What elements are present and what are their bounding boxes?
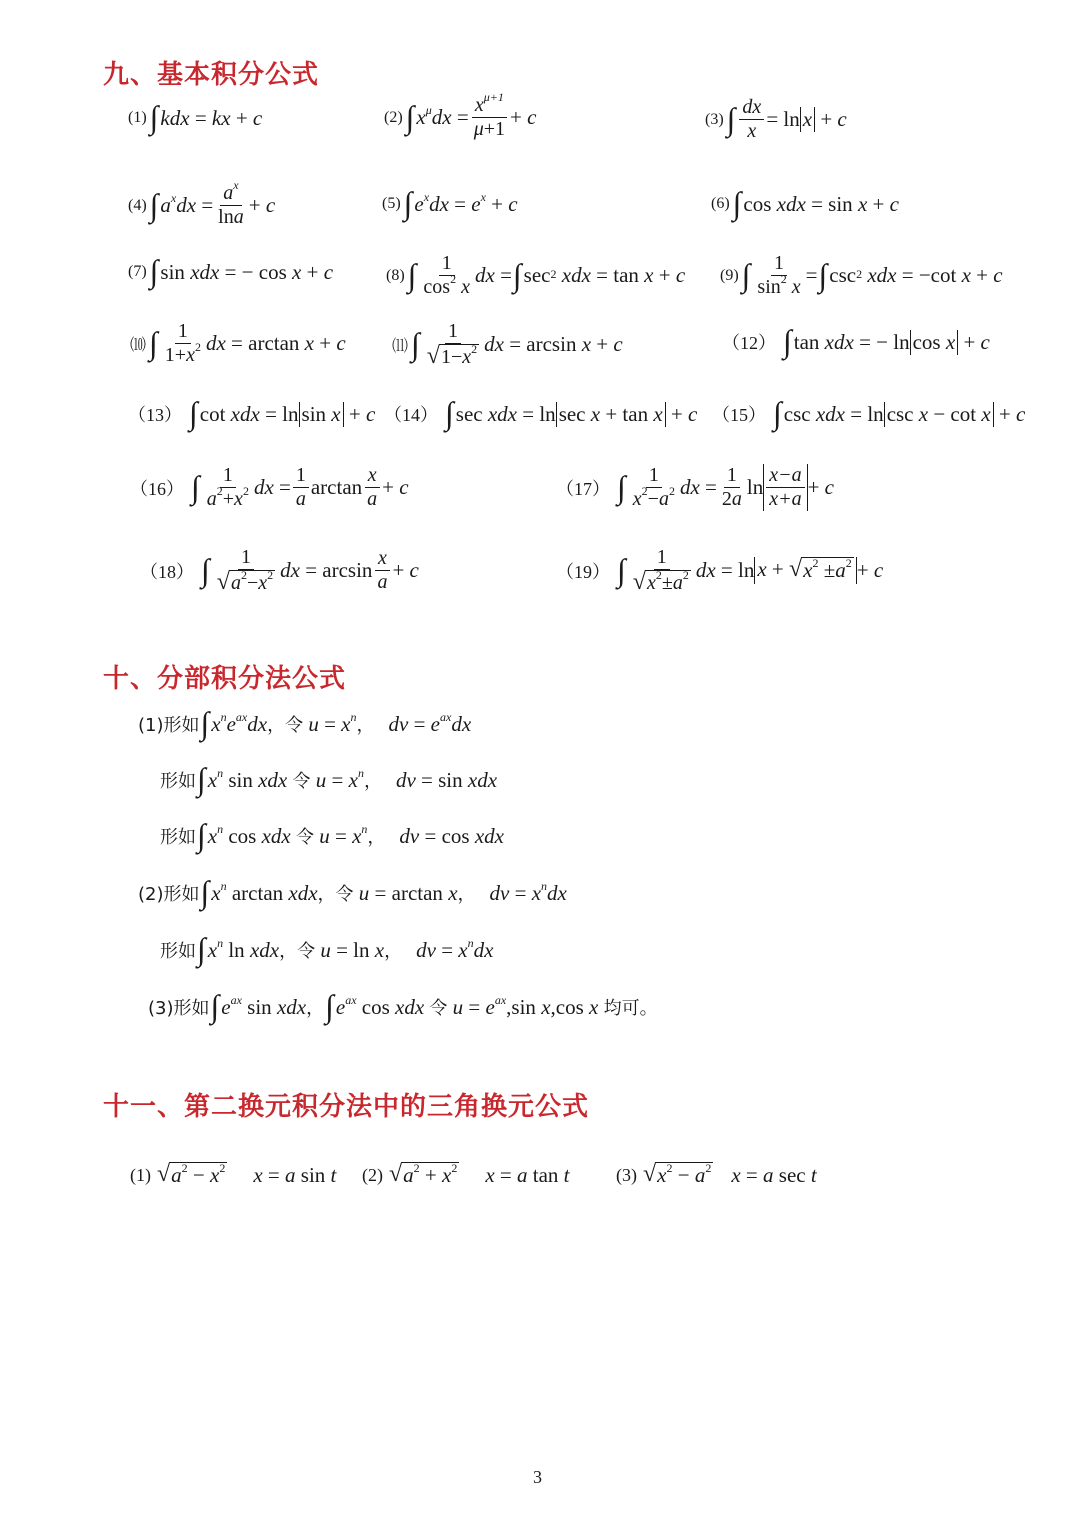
formula-13: （13） ∫ cot xdx = ln sin x + c [128, 395, 376, 431]
formula-12: （12） ∫ tan xdx = − ln cos x + c [722, 323, 990, 359]
comma: ， [306, 998, 325, 1019]
formula-15: （15） ∫ csc xdx = ln csc x − cot x + c [712, 395, 1026, 431]
section-11-title: 十一、第二换元积分法中的三角换元公式 [103, 1092, 590, 1122]
formula-number: (3) [616, 1164, 637, 1185]
formula-number: （19） [556, 561, 610, 582]
formula-9: (9) ∫ $\frac{1}{\sin^2 x}$ = ∫ csc $^2$ xdx = −cot x + c [720, 252, 1003, 298]
parts-formula-2: (2)形如 ∫ $x^n$ arctan xdx ，令 u = arctan x ， dv = $x^ndx$ [138, 874, 567, 910]
formula-number: (1) [130, 1164, 151, 1185]
parts-connector: 令 [292, 771, 311, 792]
trig-formula-3: (3) √ $x^2 - a^2$ x = a sec t [616, 1161, 817, 1187]
formula-1: (1) ∫ kdx = kx + c [128, 99, 263, 135]
section-9-title: 九、基本积分公式 [103, 60, 320, 90]
parts-formula-1: (1)形如 ∫ $x^ne^{ax}dx$ ，令 u = $x^n$ ， dv = $e^{ax}dx$ [138, 705, 472, 741]
formula-16: （16） ∫ $\frac{1}{a^2+x^2}$ dx = $\frac{1}{a}$ arctan $\frac{x}{a}$ + c [130, 464, 409, 510]
formula-number: (3) [705, 110, 724, 128]
formula-5: (5) ∫ $e^xdx$ = $e^x$ + c [382, 185, 518, 221]
section-10-title: 十、分部积分法公式 [103, 664, 347, 694]
parts-label: 形如 [160, 771, 196, 792]
formula-number: (8) [386, 266, 405, 284]
comma: ， [367, 827, 386, 848]
comma: ， [356, 715, 375, 736]
formula-18: （18） ∫ 1 √ $a^2-x^2$ dx = arcsin $\frac{x}{a}$ + c [140, 546, 419, 595]
formula-number: (9) [720, 266, 739, 284]
formula-11: ⑾ ∫ 1 √ $1-x^2$ dx = arcsin x + c [392, 320, 623, 369]
formula-8: (8) ∫ $\frac{1}{\cos^2 x}$ dx = ∫ sec $^2$ xdx = tan x + c [386, 252, 686, 298]
parts-formula-1c: 形如 ∫ $x^n$ cos xdx 令 u = $x^n$ ， dv = cos xdx [160, 817, 504, 853]
formula-number: (4) [128, 196, 147, 214]
parts-end: 均可。 [603, 998, 658, 1019]
formula-number: （18） [140, 561, 194, 582]
trig-formula-2: (2) √ $a^2 + x^2$ x = a tan t [362, 1161, 570, 1187]
comma: ， [457, 884, 476, 905]
formula-17: （17） ∫ $\frac{1}{x^2-a^2}$ dx = $\frac{1}{2a}$ ln $\frac{x-a}{x+a}$ + c [556, 464, 834, 510]
parts-connector: ，令 [267, 715, 304, 736]
formula-number: (2) [384, 108, 403, 126]
formula-number: ⑽ [130, 337, 147, 354]
formula-number: （15） [712, 405, 766, 425]
formula-2: (2) ∫ $x^\mu dx$ = $\frac{x^{\mu+1}}{\mu+1}$ + c [384, 90, 537, 140]
parts-formula-2b: 形如 ∫ $x^n$ ln xdx ，令 u = ln x ， dv = $x^ndx$ [160, 931, 494, 967]
parts-formula-1b: 形如 ∫ $x^n$ sin xdx 令 u = $x^n$ ， dv = sin xdx [160, 761, 498, 797]
parts-formula-3: (3)形如 ∫ $e^{ax}$ sin xdx ， ∫ $e^{ax}$ cos xdx 令 u = $e^{ax}$ ,sin x ,cos x 均可。 [148, 988, 658, 1024]
formula-6: (6) ∫ cos xdx = sin x + c [711, 185, 899, 221]
formula-number: （16） [130, 478, 184, 499]
formula-number: (1) [128, 109, 147, 126]
formula-19: （19） ∫ 1 √ $x^2\pm a^2$ dx = ln x + √ $x^2 \pm a^2$ + c [556, 546, 884, 595]
parts-connector: 令 [296, 827, 314, 848]
parts-label: 形如 [160, 941, 196, 962]
formula-3: (3) ∫ $\frac{dx}{x}$ = ln x + c [705, 96, 847, 142]
formula-number: （17） [556, 478, 610, 499]
parts-label: 形如 [160, 827, 196, 848]
formula-14: （14） ∫ sec xdx = ln sec x + tan x + c [384, 395, 698, 431]
comma: ， [384, 941, 403, 962]
parts-connector: 令 [429, 998, 448, 1019]
parts-label: (3)形如 [148, 998, 210, 1019]
formula-7: (7) ∫ sin xdx = − cos x + c [128, 253, 334, 289]
parts-label: (2)形如 [138, 884, 200, 905]
formula-number: (5) [382, 195, 401, 212]
formula-number: （13） [128, 405, 182, 425]
page-number: 3 [533, 1467, 542, 1487]
formula-4: (4) ∫ $a^xdx$ = $\frac{a^x}{\ln a}$ + c [128, 178, 276, 228]
trig-formula-1: (1) √ $a^2 - x^2$ x = a sin t [130, 1161, 337, 1187]
parts-label: (1)形如 [138, 715, 200, 736]
formula-number: （14） [384, 405, 438, 425]
comma: ， [363, 771, 382, 792]
formula-number: (2) [362, 1164, 383, 1185]
formula-number: ⑾ [392, 338, 409, 355]
formula-number: (7) [128, 263, 147, 280]
parts-connector: ，令 [317, 884, 354, 905]
formula-number: (6) [711, 195, 730, 212]
formula-number: （12） [722, 333, 776, 353]
parts-connector: ，令 [279, 941, 316, 962]
formula-10: ⑽ ∫ $\frac{1}{1+x^2}$ dx = arctan x + c [130, 320, 346, 366]
